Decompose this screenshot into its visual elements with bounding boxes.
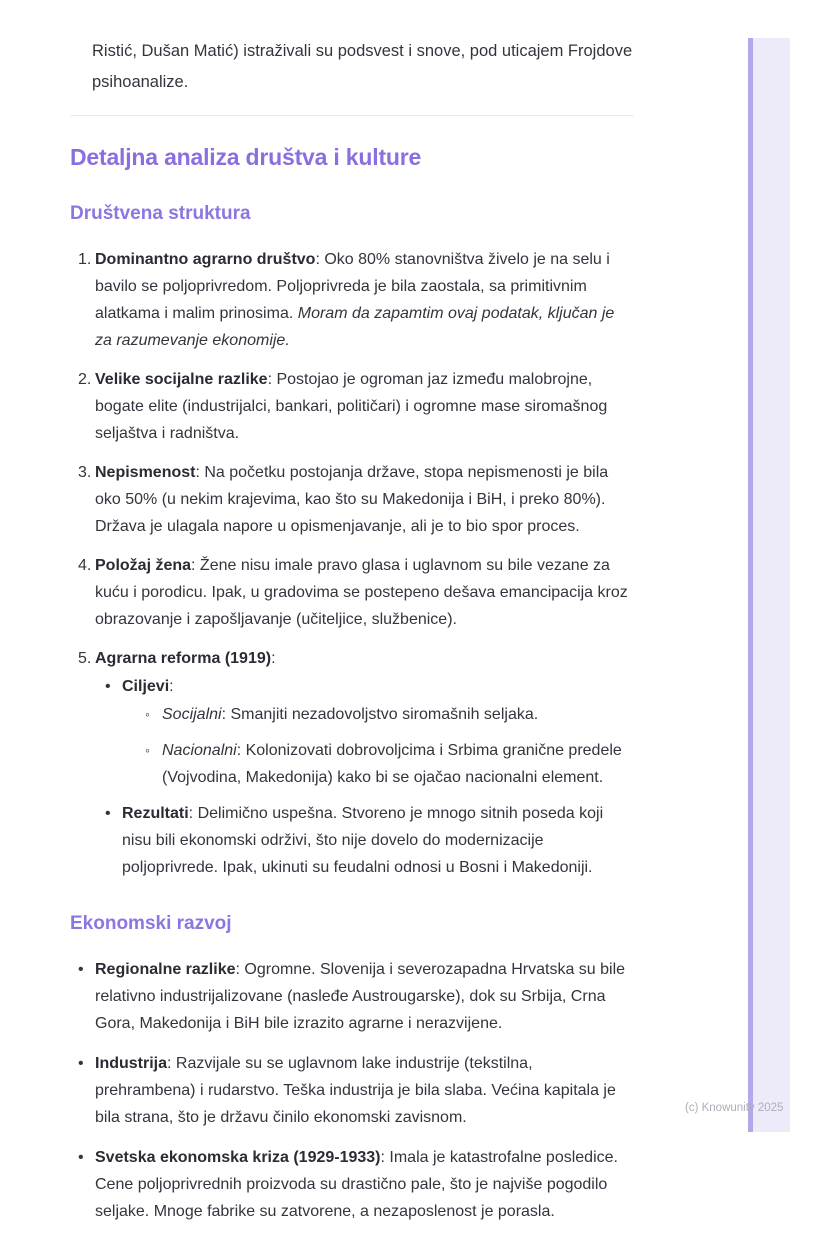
list-item-text [95,552,634,633]
list-item-label: Svetska ekonomska kriza (1929-1933) [95,1149,381,1166]
note-page-content [70,0,634,1238]
list-item-text [95,645,634,672]
list-item-label: Položaj žena [95,557,192,574]
agrarna-reforma-sublist [70,673,634,881]
circle-icon: ◦ [145,706,150,722]
section-divider [70,115,634,116]
list-item-text [95,1050,634,1131]
sub-sub-list-item [70,737,634,791]
section-heading-ekonomski-razvoj: Ekonomski razvoj [70,913,232,934]
sub-list-item [70,673,634,700]
list-item [70,246,634,354]
list-item-body: : Oko 80% stanovništva živelo je na selu i bavilo se poljoprivredom. Poljoprivreda je bila zaostala, sa primitivnim alatkama i malim prinosima. [95,251,610,322]
list-number: 3. [78,464,92,481]
sub-list-item [70,800,634,881]
list-item [70,459,634,540]
bullet-icon: • [105,678,111,695]
list-item-body: : Imala je katastrofalne posledice. Cene poljoprivrednih proizvoda su drastično pale, što je najviše pogodilo seljake. Mnoge fabrike su zatvorene, a nezaposlenost je porasla. [95,1149,618,1220]
list-item [70,956,634,1037]
list-number: 5. [78,650,92,667]
list-item-body: : [271,650,276,667]
list-item-label: Regionalne razlike [95,961,236,978]
copyright-watermark: (c) Knowunity 2025 [685,1102,784,1114]
list-item-body: : Ogromne. Slovenija i severozapadna Hrvatska su bile relativno industrijalizovane (nasleđe Austrougarske), dok su Srbija, Crna Gora, Makedonija i BiH bile izrazito agrarne i nerazvijene. [95,961,626,1032]
section-heading-drustvena-struktura: Društvena struktura [70,203,251,224]
list-item-body: : Na početku postojanja države, stopa nepismenosti je bila oko 50% (u nekim krajevima, kao što su Makedonija i BiH, i preko 80%). Država je ulagala napore u opismenjavanje, ali je to bio spor proces. [95,464,609,535]
sub-list-item-label: Rezultati [122,805,189,822]
list-item-label: Velike socijalne razlike [95,371,268,388]
scrollbar-thumb[interactable] [748,38,753,1132]
sub-sub-list-item-body: : Smanjiti nezadovoljstvo siromašnih seljaka. [221,706,539,723]
list-item-text [95,246,634,354]
ekonomski-razvoj-list [70,956,634,1225]
list-item-label: Industrija [95,1055,168,1072]
sub-sub-list-item [70,701,634,728]
intro-paragraph: Ristić, Dušan Matić) istraživali su podsvest i snove, pod uticajem Frojdove psihoanalize. [92,42,633,91]
list-number: 4. [78,557,92,574]
list-item-text [95,1144,634,1225]
sub-list-item-text [122,673,634,700]
bullet-icon: • [105,805,111,822]
list-item-body: : Žene nisu imale pravo glasa i uglavnom su bile vezane za kuću i porodicu. Ipak, u gradovima se postepeno dešava emancipacija kroz obrazovanje i zapošljavanje (učiteljice, službenice). [95,557,628,628]
list-item-text [95,956,634,1037]
list-item-label: Dominantno agrarno društvo [95,251,316,268]
scrollbar-track [748,38,790,1132]
sub-list-item-body: : Delimično uspešna. Stvoreno je mnogo sitnih poseda koji nisu bili ekonomski održivi, što nije dovelo do modernizacije poljoprivrede. Ipak, ukinuti su feudalni odnosi u Bosni i Makedoniji. [122,805,604,876]
list-item-text [95,366,634,447]
drustvena-struktura-list [70,246,634,881]
list-item [70,552,634,633]
list-item-label: Agrarna reforma (1919) [95,650,272,667]
bullet-icon: • [78,961,84,978]
list-item-body: : Postojao je ogroman jaz između malobrojne, bogate elite (industrijalci, bankari, političari) i ogromne mase siromašnog seljaštva i radništva. [95,371,608,442]
sub-list-item-text [122,800,634,881]
sub-sub-list-item-text [162,737,634,791]
circle-icon: ◦ [145,742,150,758]
list-item [70,1144,634,1225]
list-number: 2. [78,371,92,388]
list-number: 1. [78,251,92,268]
list-item-text [95,459,634,540]
list-item-note: Moram da zapamtim ovaj podatak, ključan je za razumevanje ekonomije. [95,305,615,349]
sub-sub-list-item-text [162,701,634,728]
list-item [70,1050,634,1131]
sub-list-item-body: : [169,678,174,695]
page-title: Detaljna analiza društva i kulture [70,144,422,170]
bullet-icon: • [78,1055,84,1072]
bullet-icon: • [78,1149,84,1166]
sub-sub-list-item-label: Socijalni [162,706,222,723]
sub-list-item-label: Ciljevi [122,678,170,695]
list-item [70,366,634,447]
sub-sub-list-item-body: : Kolonizovati dobrovoljcima i Srbima granične predele (Vojvodina, Makedonija) kako bi se ojačao nacionalni element. [162,742,622,786]
list-item-body: : Razvijale su se uglavnom lake industrije (tekstilna, prehrambena) i rudarstvo. Teška industrija je bila slaba. Većina kapitala je bila strana, što je državu činilo ekonomski zavisnom. [95,1055,616,1126]
sub-sub-list-item-label: Nacionalni [162,742,237,759]
list-item-label: Nepismenost [95,464,196,481]
list-item [70,645,634,672]
